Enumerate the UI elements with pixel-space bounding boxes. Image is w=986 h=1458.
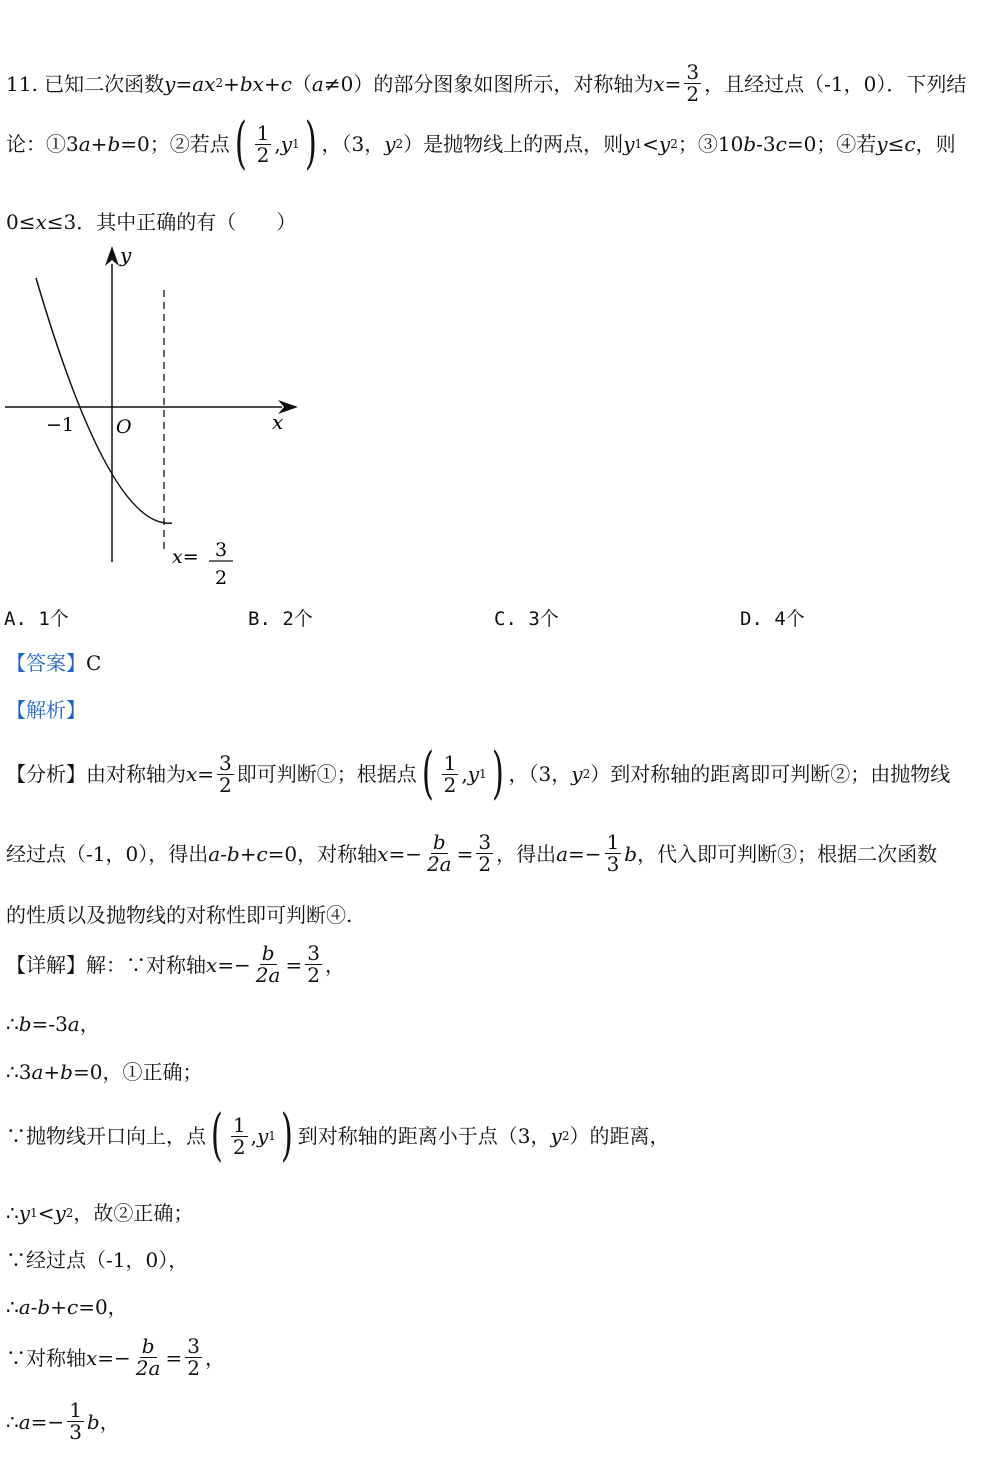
text: =− (30, 1409, 65, 1434)
y-axis-arrow (105, 246, 119, 266)
frac-num: 3 (187, 1334, 200, 1358)
frac-num: 3 (478, 830, 492, 854)
var: b (18, 1012, 32, 1036)
frac-den: 2 (307, 963, 320, 987)
var: y (256, 1124, 269, 1149)
neg1-label: −1 (46, 414, 75, 436)
paren-left: ( (210, 1103, 223, 1168)
option-c[interactable]: C. 3个 (494, 608, 559, 630)
subscript: 2 (670, 137, 678, 152)
step-4 (6, 1201, 193, 1225)
fenxi-line-1: 【分析】 由对称轴为 x = $\frac{3}{2}$ 即可判断①；根据点 ( $\frac{1}{2}$ , y 1 ) ，（3， y 2 ）到对称轴的距离即可判断②；由抛物线 (6, 741, 951, 806)
var: y (571, 762, 583, 787)
paren-right: ) (491, 741, 504, 806)
step-1 (6, 1012, 100, 1036)
var: a (556, 841, 569, 866)
text: 由对称轴为 (86, 762, 186, 787)
text: ∴ (6, 1295, 19, 1319)
frac-num: 3 (307, 941, 320, 965)
var: a (67, 1012, 80, 1036)
var: x (35, 210, 47, 234)
frac-den: 3 (69, 1420, 82, 1444)
var: c (775, 132, 787, 157)
text: = (197, 762, 215, 787)
frac-den: 2 (187, 1356, 200, 1380)
text: =− (217, 952, 251, 977)
paren-right: ) (304, 111, 317, 176)
analysis-line (6, 698, 86, 722)
text: ， (99, 1409, 120, 1434)
subscript: 2 (395, 137, 404, 152)
var: y (18, 1201, 31, 1225)
text: ， (204, 1345, 225, 1370)
step-5 (6, 1248, 188, 1272)
exponent: 2 (215, 76, 224, 91)
var: x (653, 71, 665, 96)
text: 到对称轴的距离小于点（3， (297, 1124, 551, 1149)
text: =0，对称轴 (267, 841, 378, 866)
text: =− (97, 1345, 131, 1370)
question-line-2: 论：①3 a + b =0；②若点 ( $\frac{1}{2}$ , y 1 ) ，（3， y 2 ）是抛物线上的两点，则 y 1 < y 2 ；③10 b -3 c =0；④若 y ≤ c ，则 (6, 111, 956, 176)
fraction (255, 120, 272, 167)
text: ， (79, 1012, 100, 1036)
text: ，得出 (496, 841, 557, 866)
answer-line (6, 651, 101, 675)
subscript: 2 (65, 1205, 74, 1220)
subscript: 2 (582, 767, 591, 782)
var: y (658, 132, 671, 157)
fenxi-line-3 (6, 903, 352, 927)
paren-left: ( (421, 741, 434, 806)
text: ，故②正确； (73, 1201, 194, 1225)
paren-right: ) (280, 1103, 293, 1168)
fraction (425, 832, 454, 875)
text: =0，①正确； (72, 1060, 203, 1084)
frac-den: 2 (686, 82, 700, 106)
frac-num: 1 (443, 750, 457, 775)
text: 解：∵对称轴 (86, 952, 206, 977)
frac-den: 2a (135, 1356, 161, 1380)
fraction (67, 1400, 84, 1443)
text: ）到对称轴的距离即可判断②；由抛物线 (590, 762, 951, 787)
var: x (206, 952, 218, 977)
frac-den: 2 (256, 142, 270, 167)
answer-value: C (86, 651, 102, 675)
text: =0；②若点 (120, 132, 230, 157)
text: = (664, 71, 682, 96)
var: y (467, 762, 480, 787)
origin-label: O (116, 416, 132, 438)
var: +bx+c (223, 71, 292, 96)
text: ；③10 (677, 132, 744, 157)
fenxi-line-2 (6, 832, 937, 875)
subscript: 2 (561, 1129, 570, 1144)
frac-num: 1 (232, 1112, 246, 1137)
var: x (377, 841, 389, 866)
text: + (43, 1060, 61, 1084)
text: =0；④若 (786, 132, 877, 157)
text: =0， (78, 1295, 128, 1319)
option-d[interactable]: D. 4个 (740, 608, 805, 630)
text: 论：①3 (6, 132, 79, 157)
text: ∵对称轴 (6, 1345, 86, 1370)
axis-eq-label: x= (172, 546, 199, 568)
frac-den: 2 (219, 772, 232, 797)
text: ≤3．其中正确的有（ ） (46, 210, 297, 234)
text: ，（3， (321, 132, 385, 157)
axis-frac-num: 3 (215, 539, 228, 561)
detail-line (6, 943, 345, 986)
frac-num: 1 (256, 120, 270, 145)
var: y (550, 1124, 562, 1149)
text: ，则 (915, 132, 956, 157)
step-6 (6, 1295, 128, 1319)
text: ）是抛物线上的两点，则 (403, 132, 624, 157)
step-3: ∵抛物线开口向上，点 ( $\frac{1}{2}$ , y 1 ) 到对称轴的距离小于点（3， y 2 ）的距离， (6, 1103, 670, 1168)
answer-tag: 【答案】 (6, 651, 86, 675)
frac-num: 1 (69, 1398, 82, 1422)
text: ， (324, 952, 345, 977)
option-b[interactable]: B. 2个 (248, 608, 313, 630)
text: ∴ (6, 1201, 19, 1225)
subscript: 1 (292, 137, 300, 152)
var: b (624, 841, 638, 866)
frac-num: b (432, 830, 446, 854)
detail-tag: 【详解】 (6, 952, 86, 977)
step-2 (6, 1060, 202, 1084)
frac-num: b (141, 1334, 155, 1358)
text: （ (291, 71, 312, 96)
parabola-graph (0, 240, 310, 600)
text: ≤ (887, 132, 905, 157)
text: ∴ (6, 1012, 19, 1036)
var: b (60, 1060, 73, 1084)
step-7 (6, 1336, 225, 1379)
var: x (86, 1345, 98, 1370)
var: b (86, 1409, 100, 1434)
step-8 (6, 1400, 120, 1443)
var: y (54, 1201, 66, 1225)
text: 的性质以及抛物线的对称性即可判断④. (6, 903, 353, 927)
var: y (280, 132, 292, 157)
frac-num: 1 (606, 830, 620, 854)
text: 即可判断①；根据点 (236, 762, 417, 787)
subscript: 1 (479, 767, 487, 782)
text: ，且经过点（-1，0）．下列结 (704, 71, 967, 96)
text: ∴ (6, 1409, 19, 1434)
fraction (185, 1336, 202, 1379)
text: 已知二次函数 (44, 71, 165, 96)
text: < (37, 1201, 55, 1225)
var: y (876, 132, 888, 157)
var: a (78, 132, 91, 157)
question-line-1 (6, 62, 966, 105)
var: a-b+c (18, 1295, 79, 1319)
text: =-3 (31, 1012, 68, 1036)
var: x (186, 762, 198, 787)
frac-num: b (261, 941, 275, 965)
fraction (476, 832, 493, 875)
text: = (165, 1345, 183, 1370)
fraction (231, 1112, 248, 1159)
var: b (107, 132, 121, 157)
subscript: 1 (634, 137, 643, 152)
text: ∵抛物线开口向上，点 (6, 1124, 206, 1149)
frac-den: 2a (255, 963, 281, 987)
var: a (18, 1409, 31, 1434)
fenxi-tag: 【分析】 (6, 762, 86, 787)
frac-den: 2 (443, 772, 457, 797)
var: a (311, 71, 324, 96)
fraction (305, 943, 322, 986)
subscript: 1 (30, 1205, 38, 1220)
var: a (31, 1060, 44, 1084)
frac-num: 3 (219, 750, 232, 775)
var: c (904, 132, 916, 157)
text: = (175, 71, 193, 96)
text: ，代入即可判断③；根据二次函数 (637, 841, 938, 866)
frac-num: 3 (686, 60, 700, 84)
text: ∴3 (6, 1060, 32, 1084)
text: = (456, 841, 474, 866)
text: ∵经过点（-1，0）， (6, 1248, 189, 1272)
paren-left: ( (234, 111, 247, 176)
text: =− (388, 841, 422, 866)
text: 0≤ (6, 210, 36, 234)
text: ≠0）的部分图象如图所示，对称轴为 (323, 71, 654, 96)
analysis-tag: 【解析】 (6, 698, 86, 722)
subscript: 1 (268, 1129, 276, 1144)
var: y (623, 132, 635, 157)
frac-den: 2 (478, 852, 492, 876)
text: ，（3， (508, 762, 572, 787)
var: y (384, 132, 396, 157)
frac-den: 2a (426, 852, 452, 876)
var: a-b+c (208, 841, 268, 866)
var: b (743, 132, 757, 157)
text: + (90, 132, 108, 157)
fraction (134, 1336, 163, 1379)
question-number: 11. (6, 71, 38, 96)
parabola-curve (36, 278, 172, 523)
fraction (684, 62, 701, 105)
x-axis-label: x (272, 410, 284, 434)
fraction (605, 832, 622, 875)
fraction (254, 943, 283, 986)
text: = (285, 952, 303, 977)
var: y (164, 71, 176, 96)
question-line-3 (6, 210, 296, 234)
text: =− (568, 841, 602, 866)
option-a[interactable]: A. 1个 (4, 608, 69, 630)
var: ax (192, 71, 216, 96)
axis-frac-den: 2 (215, 567, 228, 589)
text: ）的距离， (569, 1124, 670, 1149)
y-axis-label: y (120, 243, 132, 267)
fraction (442, 750, 459, 797)
frac-den: 3 (606, 852, 620, 876)
fraction (217, 750, 234, 797)
frac-den: 2 (232, 1134, 246, 1159)
text: < (642, 132, 659, 157)
text: -3 (756, 132, 776, 157)
text: 经过点（-1，0），得出 (6, 841, 209, 866)
